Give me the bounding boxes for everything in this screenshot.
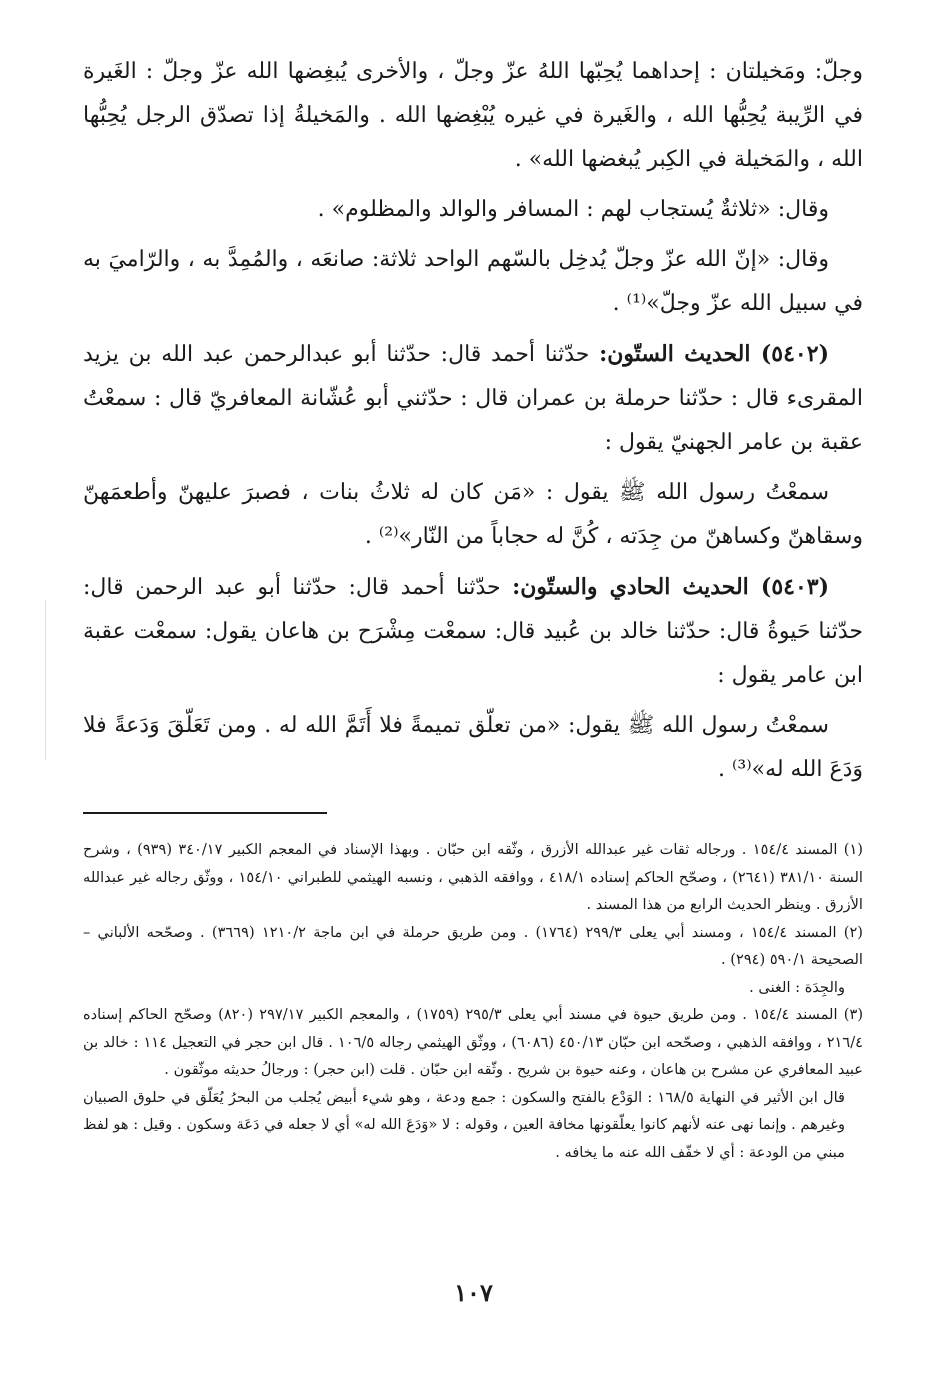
- paragraph-arrow: وقال: «إنّ الله عزّ وجلّ يُدخِل بالسّهم الواحد ثلاثة: صانعَه ، والمُمِدَّ به ، والرّاميَ به في سبيل الله عزّ وجلّ»⁽¹⁾ .: [83, 247, 863, 316]
- hadith-60-text: سمعْتُ رسول الله ﷺ يقول : «مَن كان له ثلاثُ بنات ، فصبرَ عليهنّ وأطعمَهنّ وسقاهنّ وكساهنّ من جِدَته ، كُنَّ له حجاباً من النّار»⁽²⁾ .: [83, 480, 863, 549]
- footnote-2-gloss: والجِدَة : الغنى .: [749, 978, 845, 996]
- hadith-61-heading: (٥٤٠٣) الحديث الحادي والستّون:: [512, 574, 829, 600]
- hadith-60-heading: (٥٤٠٢) الحديث الستّون:: [599, 341, 829, 367]
- footnote-3-gloss: قال ابن الأثير في النهاية ١٦٨/٥ : الوَدْع بالفتح والسكون : جمع ودعة ، وهو شيء أبيض يُجلب من البحرُ يُعَلّق في حلوق الصبيان وغيرهم . وإنما نهى عنه لأنهم كانوا يعلّقونها مخافة العين ، وقوله : لا «وَدَعَ الله له» أي لا جعله في دَعَة وسكون . وقيل : هو لفظ مبني من الودعة : أي لا خفّف الله عنه ما يخافه .: [83, 1088, 845, 1161]
- footnote-3: (٣) المسند ١٥٤/٤ . ومن طريق حيوة في مسند أبي يعلى ٢٩٥/٣ (١٧٥٩) ، والمعجم الكبير ٢٩٧/١٧ (٨٢٠) وصحّح الحاكم إسناده ٢١٦/٤ ، ووافقه الذهبي ، وصحّحه ابن حبّان ٤٥٠/١٣ (٦٠٨٦) ، ووثّق الهيثمي رجاله ١٠٦/٥ . قال ابن حجر في التعجيل ١١٤ : خالد بن عبيد المعافري عن مشرح بن هاعان ، وعنه حيوة بن شريح . وثّقه ابن حبّان . قلت (ابن حجر) : ورجالُ حديثه موثّقون .: [83, 1006, 864, 1078]
- paragraph-three-answered: وقال: «ثلاثةٌ يُستجاب لهم : المسافر والوالد والمظلوم» .: [317, 197, 829, 222]
- margin-rule: [45, 600, 46, 760]
- hadith-61-chain: [83, 565, 863, 698]
- page-number: ١٠٧: [454, 1278, 493, 1307]
- hadith-60-isnad: حدّثنا أحمد قال: حدّثنا أبو عبدالرحمن عبد الله بن يزيد المقرىء قال : حدّثنا حرملة بن عمران قال : حدّثني أبو عُشّانة المعافريّ قال : سمعْتُ عقبة بن عامر الجهنيّ يقول :: [83, 342, 863, 455]
- footnote-1: (١) المسند ١٥٤/٤ . ورجاله ثقات غير عبدالله الأزرق ، وثّقه ابن حبّان . وبهذا الإسناد في المعجم الكبير ٣٤٠/١٧ (٩٣٩) ، وشرح السنة ٣٨١/١٠ (٢٦٤١) ، وصحّح الحاكم إسناده ٤١٨/١ ، ووافقه الذهبي ، ونسبه الهيثمي للطبراني ١٥٤/١٠ ، ووثّق رجاله غير عبدالله الأزرق . وينظر الحديث الرابع من هذا المسند .: [83, 841, 863, 913]
- hadith-61-isnad: حدّثنا أحمد قال: حدّثنا أبو عبد الرحمن قال: حدّثنا حَيوةُ قال: حدّثنا خالد بن عُبيد قال: سمعْت مِشْرَح بن هاعان يقول: سمعْت عقبة ابن عامر يقول :: [83, 575, 863, 688]
- hadith-60-chain: [83, 332, 863, 465]
- footnote-2: (٢) المسند ١٥٤/٤ ، ومسند أبي يعلى ٢٩٩/٣ (١٧٦٤) . ومن طريق حرملة في ابن ماجة ١٢١٠/٢ (٣٦٦٩) . وصحّحه الألباني – الصحيحة ٥٩٠/١ (٢٩٤) .: [83, 923, 863, 968]
- paragraph-mukhila: وجلّ: ومَخيلتان : إحداهما يُحِبّها اللهُ عزّ وجلّ ، والأخرى يُبغِضها الله عزّ وجلّ : الغَيرة في الرِّيبة يُحِبُّها الله ، والغَيرة في غيره يُبْغِضها الله . والمَخيلةُ إذا تصدّق الرجل يُحِبُّها الله ، والمَخيلة في الكِبر يُبغضها الله» .: [83, 59, 863, 172]
- hadith-61-text: سمعْتُ رسول الله ﷺ يقول: «من تعلّق تميمةً فلا أَتَمَّ الله له . ومن تَعَلّقَ وَدَعةً فلا وَدَعَ الله له»⁽³⁾ .: [83, 713, 863, 782]
- page-content: [83, 50, 863, 1166]
- footnotes: [83, 836, 863, 1166]
- main-text: [83, 50, 863, 792]
- footnote-separator: [83, 812, 327, 814]
